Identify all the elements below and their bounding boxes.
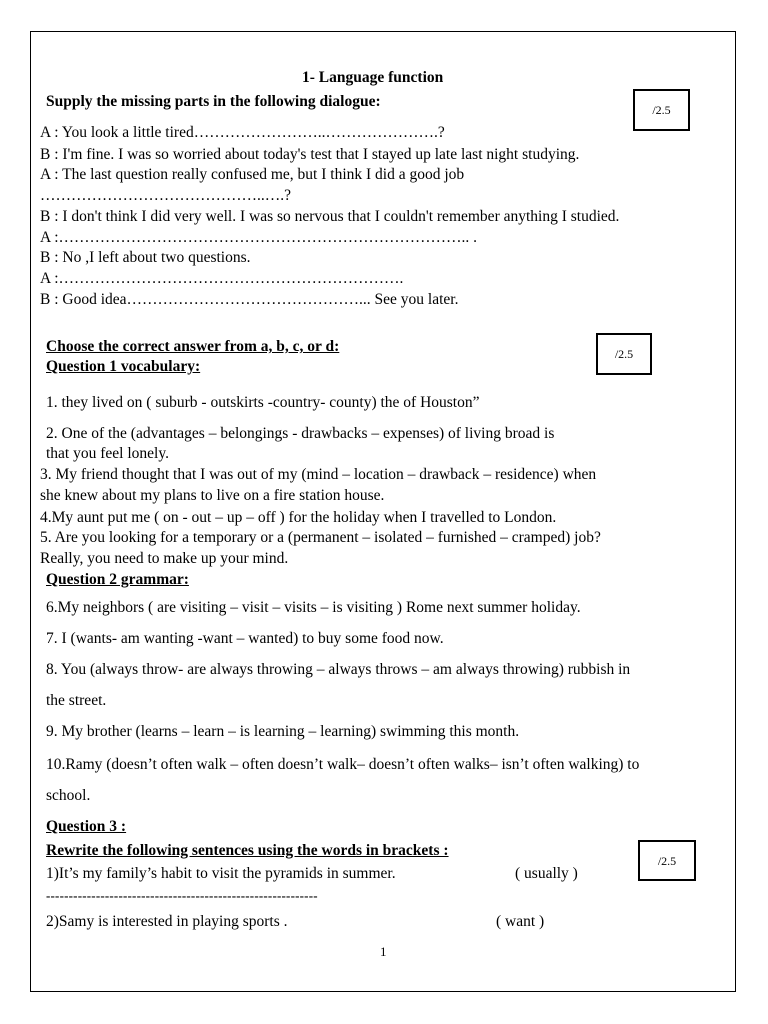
score-box-2: /2.5 (596, 333, 652, 375)
rewrite-item-1: 1)It’s my family’s habit to visit the pyramids in summer. (46, 865, 396, 882)
question-3-instruction: Rewrite the following sentences using the words in brackets : (46, 842, 449, 859)
dialogue-line: A :…………………………………………………………. (40, 270, 404, 287)
dialogue-line: B : No ,I left about two questions. (40, 249, 251, 266)
vocabulary-item: 3. My friend thought that I was out of my (mind – location – drawback – residence) when (40, 466, 597, 483)
dialogue-line: ……………………………………..….? (40, 187, 292, 204)
vocabulary-item: 1. they lived on ( suburb - outskirts -country- county) the of Houston” (46, 394, 480, 411)
question-3-title: Question 3 : (46, 818, 127, 835)
vocabulary-item: 4.My aunt put me ( on - out – up – off ) for the holiday when I travelled to London. (40, 509, 557, 526)
grammar-item: the street. (46, 692, 107, 709)
dialogue-line: B : I'm fine. I was so worried about today's test that I stayed up late last night studying. (40, 146, 580, 163)
rewrite-hint-2: ( want ) (496, 913, 545, 930)
section-1-heading: 1- Language function (302, 69, 444, 86)
grammar-item: 10.Ramy (doesn’t often walk – often doesn’t walk– doesn’t often walks– isn’t often walking) to (46, 756, 640, 773)
vocabulary-item: 2. One of the (advantages – belongings - drawbacks – expenses) of living broad is (46, 425, 555, 442)
score-box-1: /2.5 (633, 89, 690, 131)
rewrite-hint-1: ( usually ) (515, 865, 578, 882)
vocabulary-item: 5. Are you looking for a temporary or a (permanent – isolated – furnished – cramped) job? (40, 529, 601, 546)
dialogue-line: A : The last question really confused me, but I think I did a good job (40, 166, 465, 183)
grammar-item: 9. My brother (learns – learn – is learning – learning) swimming this month. (46, 723, 520, 740)
vocabulary-item: that you feel lonely. (46, 445, 169, 462)
section-1-instruction: Supply the missing parts in the following dialogue: (46, 93, 381, 110)
rewrite-item-2: 2)Samy is interested in playing sports . (46, 913, 288, 930)
grammar-item: 7. I (wants- am wanting -want – wanted) to buy some food now. (46, 630, 444, 647)
dialogue-line: B : Good idea………………………………………... See you later. (40, 291, 459, 308)
grammar-item: 6.My neighbors ( are visiting – visit – visits – is visiting ) Rome next summer holiday. (46, 599, 581, 616)
dialogue-line: A : You look a little tired……………………..………………….? (40, 124, 445, 141)
section-2-instruction: Choose the correct answer from a, b, c, or d: (46, 338, 340, 355)
score-box-3: /2.5 (638, 840, 696, 881)
grammar-item: school. (46, 787, 91, 804)
question-1-title: Question 1 vocabulary: (46, 358, 201, 375)
grammar-item: 8. You (always throw- are always throwing – always throws – am always throwing) rubbish in (46, 661, 631, 678)
dialogue-line: B : I don't think I did very well. I was so nervous that I couldn't remember anything I studied. (40, 208, 620, 225)
question-2-title: Question 2 grammar: (46, 571, 189, 588)
answer-line: ------------------------------------------------------------ (46, 888, 318, 903)
vocabulary-item: she knew about my plans to live on a fire station house. (40, 487, 385, 504)
page-number: 1 (380, 944, 387, 959)
vocabulary-item: Really, you need to make up your mind. (40, 550, 289, 567)
dialogue-line: A :…………………………………………………………………….. . (40, 229, 478, 246)
